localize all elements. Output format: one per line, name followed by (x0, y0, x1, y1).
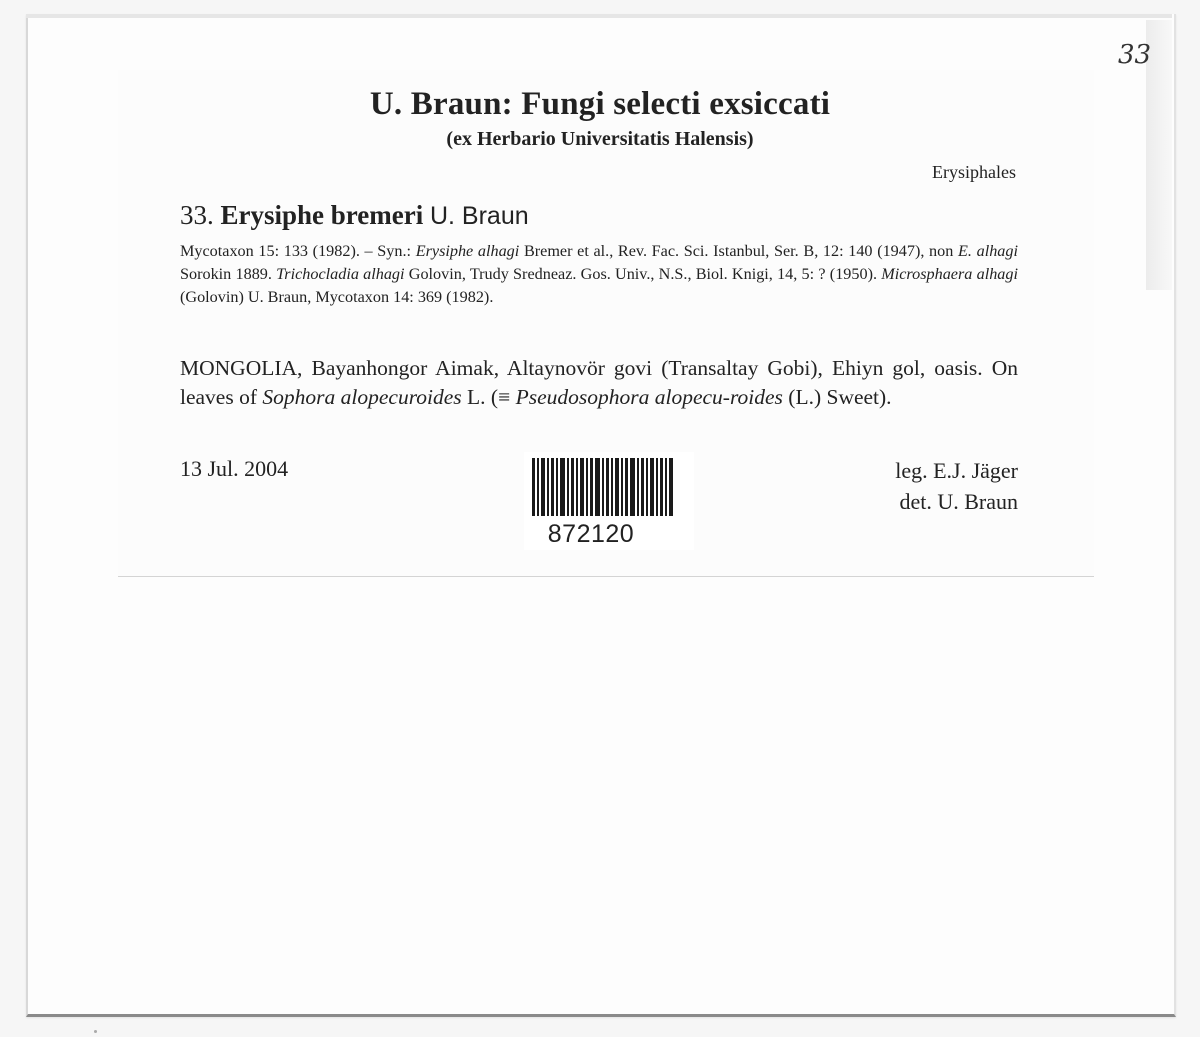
sheet-number: 33 (1118, 40, 1152, 70)
host-name: Pseudosophora alopecu-roides (515, 385, 783, 409)
synonym-name: Trichocladia alhagi (276, 265, 405, 283)
barcode-bars (530, 456, 678, 518)
synonymy-part: Golovin, Trudy Sredneaz. Gos. Univ., N.S., Biol. Knigi, 14, 5: ? (1950). (404, 265, 882, 283)
synonymy-text (180, 240, 1018, 309)
synonymy-part: (Golovin) U. Braun, Mycotaxon 14: 369 (1982). (180, 288, 494, 306)
collection-part: MONGOLIA, Bayanhongor Aimak, Altaynovör govi (Transaltay Gobi), Ehiyn gol, oasis. On leaves of (180, 356, 1018, 409)
paper-speck (94, 1030, 97, 1033)
label-subtitle: (ex Herbario Universitatis Halensis) (446, 128, 754, 150)
synonymy-part: Bremer et al., Rev. Fac. Sci. Istanbul, Ser. B, 12: 140 (1947), non (519, 242, 958, 260)
barcode (524, 452, 694, 550)
collection-locality (180, 354, 1018, 412)
label-title: U. Braun: Fungi selecti exsiccati (369, 86, 831, 122)
species-author: U. Braun (429, 202, 529, 230)
synonymy-part: Mycotaxon 15: 133 (1982). – Syn.: (180, 242, 416, 260)
synonym-name: Microsphaera alhagi (881, 265, 1018, 283)
barcode-number: 872120 (547, 520, 635, 548)
collection-date: 13 Jul. 2004 (180, 456, 289, 481)
synonym-name: E. alhagi (958, 242, 1018, 260)
collector: leg. E.J. Jäger (895, 458, 1018, 483)
species-number: 33. (180, 200, 214, 230)
collection-part: (L.) Sweet). (782, 385, 892, 409)
order-name: Erysiphales (932, 162, 1016, 182)
species-name: Erysiphe bremeri (220, 200, 424, 230)
synonymy-part: Sorokin 1889. (180, 265, 277, 283)
host-name: Sophora alopecuroides (262, 385, 462, 409)
sheet-top-edge (26, 14, 1172, 18)
determiner: det. U. Braun (899, 489, 1018, 514)
synonym-name: Erysiphe alhagi (415, 242, 520, 260)
species-heading (180, 200, 529, 231)
collection-part: L. (≡ (461, 385, 516, 409)
